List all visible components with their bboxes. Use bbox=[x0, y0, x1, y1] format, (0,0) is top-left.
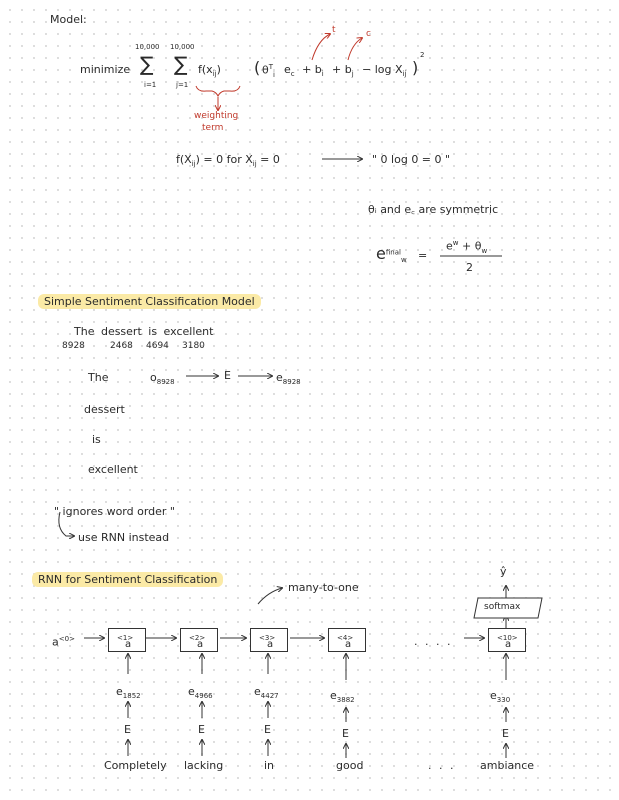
sum-j-upper: 10,000 bbox=[170, 43, 195, 51]
matrix-col-10: E bbox=[502, 727, 509, 740]
word-good: good bbox=[336, 759, 364, 772]
sum-j-lower: j=1 bbox=[176, 81, 189, 89]
example-sentence: The dessert is excellent bbox=[74, 325, 214, 338]
rnn-cell-10: a $^{<10>}$ bbox=[488, 628, 526, 652]
word-ambiance: ambiance bbox=[480, 759, 535, 772]
theta-term: $\theta^T_i$ bbox=[262, 63, 275, 79]
sum-i-upper: 10,000 bbox=[135, 43, 160, 51]
many-to-one-label: many-to-one bbox=[288, 581, 359, 594]
rnn-cell-3: a $^{<3>}$ bbox=[250, 628, 288, 652]
embed-col-2: $e_{4966}$ bbox=[188, 685, 213, 701]
weighting-label-1: weighting bbox=[194, 111, 239, 121]
arrow-to-c bbox=[348, 38, 362, 60]
ellipsis-top: . . . . bbox=[414, 635, 453, 648]
matrix-col-3: E bbox=[264, 723, 271, 736]
index-0: 8928 bbox=[62, 341, 85, 351]
f-zero-rule: $f(X_{ij}) = 0$ for $X_{ij} = 0$ bbox=[176, 153, 280, 169]
minimize-label: minimize bbox=[80, 63, 131, 76]
final-numerator: $e^w + \theta_w$ bbox=[446, 239, 488, 255]
one-hot-vector: $o_{8928}$ bbox=[150, 371, 175, 387]
embed-col-4: $e_{3882}$ bbox=[330, 689, 355, 705]
ignores-note: " ignores word order " bbox=[54, 505, 175, 518]
arrow-to-t bbox=[312, 34, 330, 60]
ellipsis-bottom: . . . bbox=[428, 759, 456, 772]
embed-col-1: $e_{1852}$ bbox=[116, 685, 141, 701]
use-rnn-note: use RNN instead bbox=[78, 531, 170, 544]
word-completely: Completely bbox=[104, 759, 167, 772]
matrix-col-1: E bbox=[124, 723, 131, 736]
word-in: in bbox=[264, 759, 275, 772]
many-to-one-arrow bbox=[258, 588, 282, 604]
symmetric-note: θᵢ and e꜀ are symmetric bbox=[368, 203, 499, 216]
zero-log-zero: " 0 log 0 = 0 " bbox=[372, 153, 451, 166]
rnn-cell-2: a $^{<2>}$ bbox=[180, 628, 218, 652]
a0-activation: $a^{<0>}$ bbox=[52, 635, 75, 649]
embed-col-3: $e_{4427}$ bbox=[254, 685, 279, 701]
rnn-cell-1: a $^{<1>}$ bbox=[108, 628, 146, 652]
word-excellent: excellent bbox=[88, 463, 138, 476]
b-i-term: + $b_i$ bbox=[302, 63, 324, 79]
model-heading: Model: bbox=[50, 13, 87, 26]
embed-col-10: $e_{330}$ bbox=[490, 689, 511, 705]
open-paren: ( bbox=[254, 58, 261, 77]
y-hat-output: ŷ bbox=[500, 565, 507, 578]
e-c-term: $e_c$ bbox=[284, 63, 295, 79]
index-1: 2468 bbox=[110, 341, 133, 351]
weighting-label-2: term bbox=[202, 123, 224, 133]
sum-i-lower: i=1 bbox=[144, 81, 157, 89]
final-equals: = bbox=[418, 249, 428, 262]
embedding-vector: $e_{8928}$ bbox=[276, 371, 301, 387]
index-3: 3180 bbox=[182, 341, 205, 351]
matrix-col-2: E bbox=[198, 723, 205, 736]
word-is: is bbox=[92, 433, 101, 446]
f-term: $f(x_{ij})$ bbox=[198, 63, 221, 79]
index-2: 4694 bbox=[146, 341, 169, 351]
close-paren: ) bbox=[412, 58, 419, 77]
word-dessert: dessert bbox=[84, 403, 125, 416]
matrix-col-4: E bbox=[342, 727, 349, 740]
weighting-underbrace bbox=[196, 86, 240, 96]
embedding-matrix: E bbox=[224, 369, 231, 382]
word-lacking: lacking bbox=[184, 759, 224, 772]
final-denominator: 2 bbox=[466, 261, 473, 274]
t-label: t bbox=[332, 25, 336, 35]
final-embedding: $e^{final}_w$ bbox=[376, 244, 407, 265]
sum-j-symbol: ∑ bbox=[174, 52, 188, 76]
c-label: c bbox=[366, 29, 371, 39]
rnn-cell-4: a $^{<4>}$ bbox=[328, 628, 366, 652]
log-term: − $\log X_{ij}$ bbox=[362, 63, 407, 79]
b-j-term: + $b_j$ bbox=[332, 63, 354, 79]
rnn-section-heading: RNN for Sentiment Classification bbox=[32, 572, 223, 587]
simple-section-heading: Simple Sentiment Classification Model bbox=[38, 294, 261, 309]
square-exponent: 2 bbox=[420, 51, 425, 59]
softmax-label: softmax bbox=[484, 602, 521, 612]
word-the: The bbox=[88, 371, 109, 384]
sum-i-symbol: ∑ bbox=[140, 52, 154, 76]
